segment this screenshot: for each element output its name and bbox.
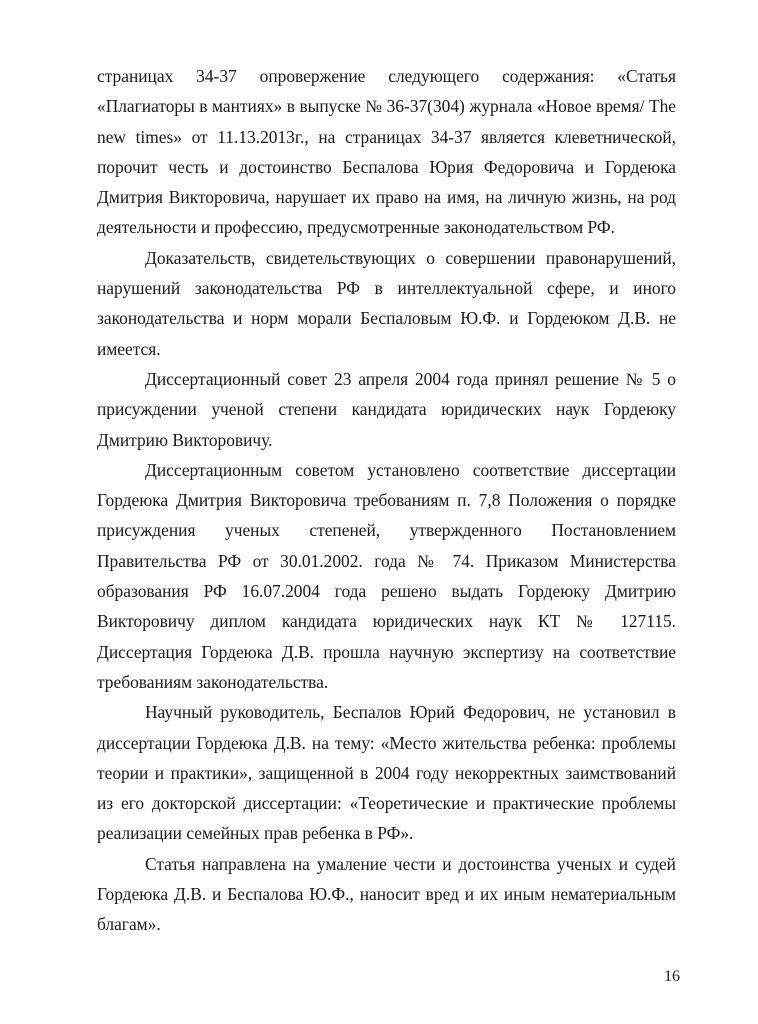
paragraph-3: Диссертационный совет 23 апреля 2004 года принял решение № 5 о присуждении ученой степени кандидата юридических наук Гордеюку Дмитрию Викторовичу.	[97, 368, 676, 450]
paragraph-5: Научный руководитель, Беспалов Юрий Федорович, не установил в диссертации Гордеюка Д.В. на тему: «Место жительства ребенка: проблемы теории и практики», защищенной в 2004 году некорректных заимствований из его докторской диссертации: «Теоретические и практические проблемы реализации семейных прав ребенка в РФ».	[97, 702, 676, 844]
paragraph-6: Статья направлена на умаление чести и достоинства ученых и судей Гордеюка Д.В. и Беспалова Ю.Ф., наносит вред и их иным нематериальным благам».	[97, 853, 676, 935]
page-number: 16	[664, 968, 680, 985]
paragraph-4: Диссертационным советом установлено соответствие диссертации Гордеюка Дмитрия Викторовича требованиям п. 7,8 Положения о порядке присуждения ученых степеней, утвержденного Постановлением Правительства РФ от 30.01.2002. года № 74. Приказом Министерства образования РФ 16.07.2004 года решено выдать Гордеюку Дмитрию Викторовичу диплом кандидата юридических наук КТ № 127115. Диссертация Гордеюка Д.В. прошла научную экспертизу на соответствие требованиям законодательства.	[97, 459, 676, 692]
document-body	[97, 61, 676, 940]
paragraph-1: страницах 34-37 опровержение следующего содержания: «Статья «Плагиаторы в мантиях» в выпуске № 36-37(304) журнала «Новое время/ The new times» от 11.13.2013г., на страницах 34-37 является клеветнической, порочит честь и достоинство Беспалова Юрия Федоровича и Гордеюка Дмитрия Викторовича, нарушает их право на имя, на личную жизнь, на род деятельности и профессию, предусмотренные законодательством РФ.	[97, 66, 676, 238]
paragraph-2: Доказательств, свидетельствующих о совершении правонарушений, нарушений законодательства РФ в интеллектуальной сфере, и иного законодательства и норм морали Беспаловым Ю.Ф. и Гордеюком Д.В. не имеется.	[97, 247, 676, 359]
